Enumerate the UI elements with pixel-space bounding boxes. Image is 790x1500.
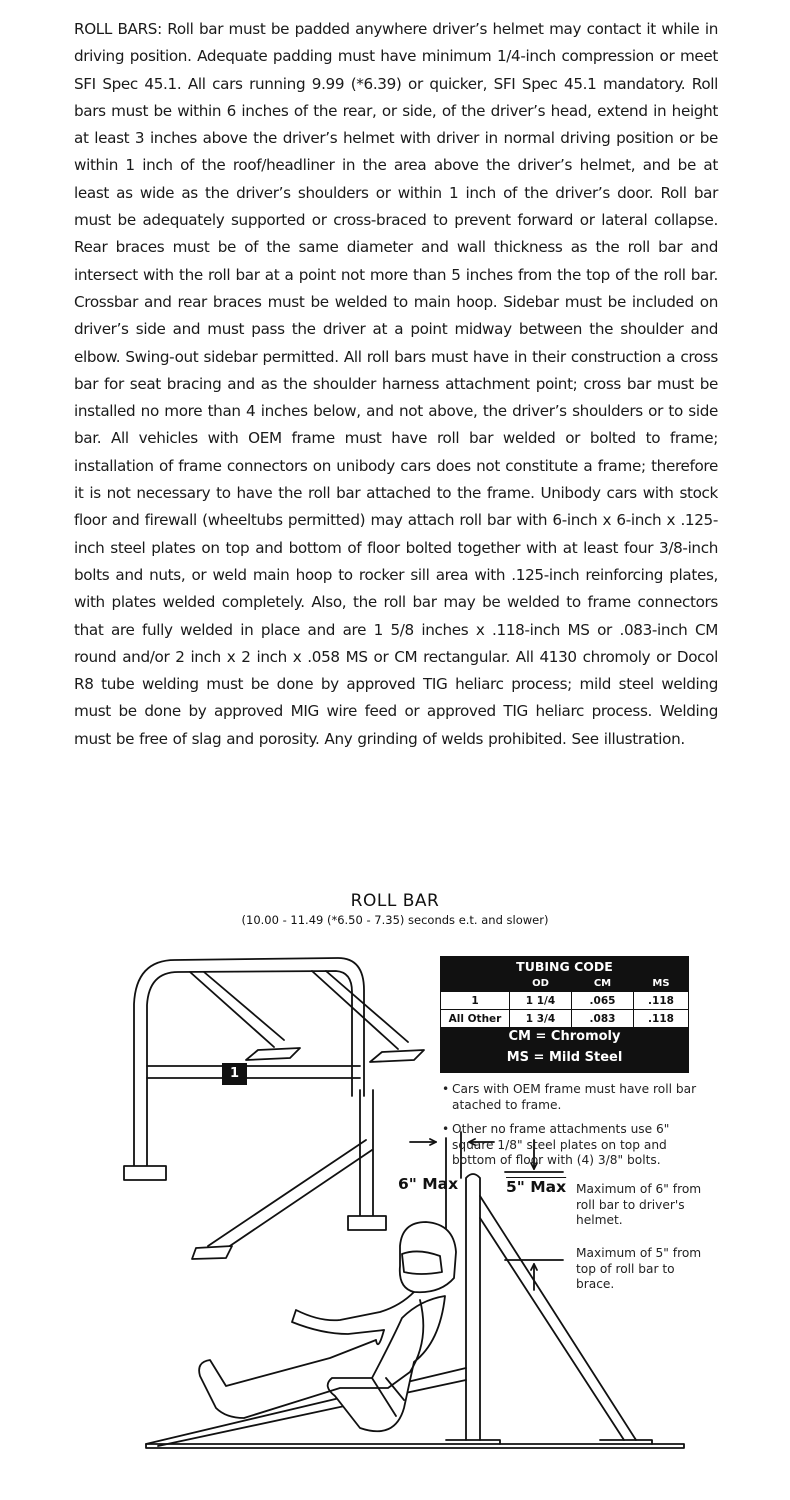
note-item: • Cars with OEM frame must have roll bar atached to frame. <box>440 1082 710 1113</box>
table-cell: .065 <box>572 992 634 1010</box>
table-cell: 1 <box>441 992 510 1010</box>
legend-chromoly: CM = Chromoly <box>508 1029 621 1044</box>
table-row <box>441 1010 689 1028</box>
tubing-code-title: TUBING CODE <box>516 959 613 974</box>
roll-bar-hoop-drawing <box>124 958 424 1259</box>
six-inch-max-label: 6" Max <box>398 1175 459 1193</box>
tubing-code-table <box>440 956 689 1073</box>
table-header-cell <box>441 975 510 992</box>
five-inch-max-label: 5" Max <box>506 1178 567 1196</box>
figure-title: ROLL BAR <box>350 891 440 911</box>
five-inch-side-note: Maximum of 5" from top of roll bar to brace. <box>576 1246 702 1291</box>
six-inch-side-note: Maximum of 6" from roll bar to driver's helmet. <box>576 1182 702 1227</box>
table-header-cell: MS <box>652 977 670 989</box>
table-header-cell: OD <box>532 977 549 989</box>
roll-bars-rule-text: ROLL BARS: Roll bar must be padded anywhere driver’s helmet may contact it while in driving position. Adequate padding must have minimum 1/4-inch compression or meet SFI Spec 45.1. All cars running 9.99 (*6.39) or quicker, SFI Spec 45.1 mandatory. Roll bars must be within 6 inches of the rear, or side, of the driver’s head, extend in height at least 3 inches above the driver’s helmet with driver in normal driving position or be within 1 inch of the roof/headliner in the area above the driver’s helmet, and be at least as wide as the driver’s shoulders or within 1 inch of the driver’s door. Roll bar must be adequately supported or cross-braced to prevent forward or lateral collapse. Rear braces must be of the same diameter and wall thickness as the roll bar and intersect with the roll bar at a point not more than 5 inches from the top of the roll bar. Crossbar and rear braces must be welded to main hoop. Sidebar must be included on driver’s side and must pass the driver at a point midway between the shoulder and elbow. Swing-out sidebar permitted. All roll bars must have in their construction a cross bar for seat bracing and as the shoulder harness attachment point; cross bar must be installed no more than 4 inches below, and not above, the driver’s shoulders or to side bar. All vehicles with OEM frame must have roll bar welded or bolted to frame; installation of frame connectors on unibody cars does not constitute a frame; therefore it is not necessary to have the roll bar attached to the frame. Unibody cars with stock floor and firewall (wheeltubs permitted) may attach roll bar with 6-inch x 6-inch x .125-inch steel plates on top and bottom of floor bolted together with at least four 3/8-inch bolts and nuts, or weld main hoop to rocker sill area with .125-inch reinforcing plates, with plates welded completely. Also, the roll bar may be welded to frame connectors that are fully welded in place and are 1 5/8 inches x .118-inch MS or .083-inch CM round and/or 2 inch x 2 inch x .058 MS or CM rectangular. All 4130 chromoly or Docol R8 tube welding must be done by approved TIG heliarc process; mild steel welding must be done by approved MIG wire feed or approved TIG heliarc process. Welding must be free of slag and porosity. Any grinding of welds prohibited. See illustration. <box>74 20 718 748</box>
figure-subtitle: (10.00 - 11.49 (*6.50 - 7.35) seconds e.t. and slower) <box>241 913 549 927</box>
table-cell: .118 <box>634 992 689 1010</box>
note-item: • Other no frame attachments use 6" square 1/8" steel plates on top and bottom of floor with (4) 3/8" bolts. <box>440 1122 710 1169</box>
table-row <box>441 992 689 1010</box>
table-cell: .118 <box>634 1010 689 1028</box>
figure-notes <box>440 1082 710 1178</box>
table-header-row <box>441 975 689 992</box>
table-cell: 1 1/4 <box>510 992 572 1010</box>
table-header-cell: CM <box>593 977 612 989</box>
tubing-code-grid <box>440 975 689 1028</box>
tube-number-badge: 1 <box>222 1063 247 1085</box>
table-cell: All Other <box>441 1010 510 1028</box>
legend-mild-steel: MS = Mild Steel <box>506 1050 623 1065</box>
table-cell: 1 3/4 <box>510 1010 572 1028</box>
table-cell: .083 <box>572 1010 634 1028</box>
